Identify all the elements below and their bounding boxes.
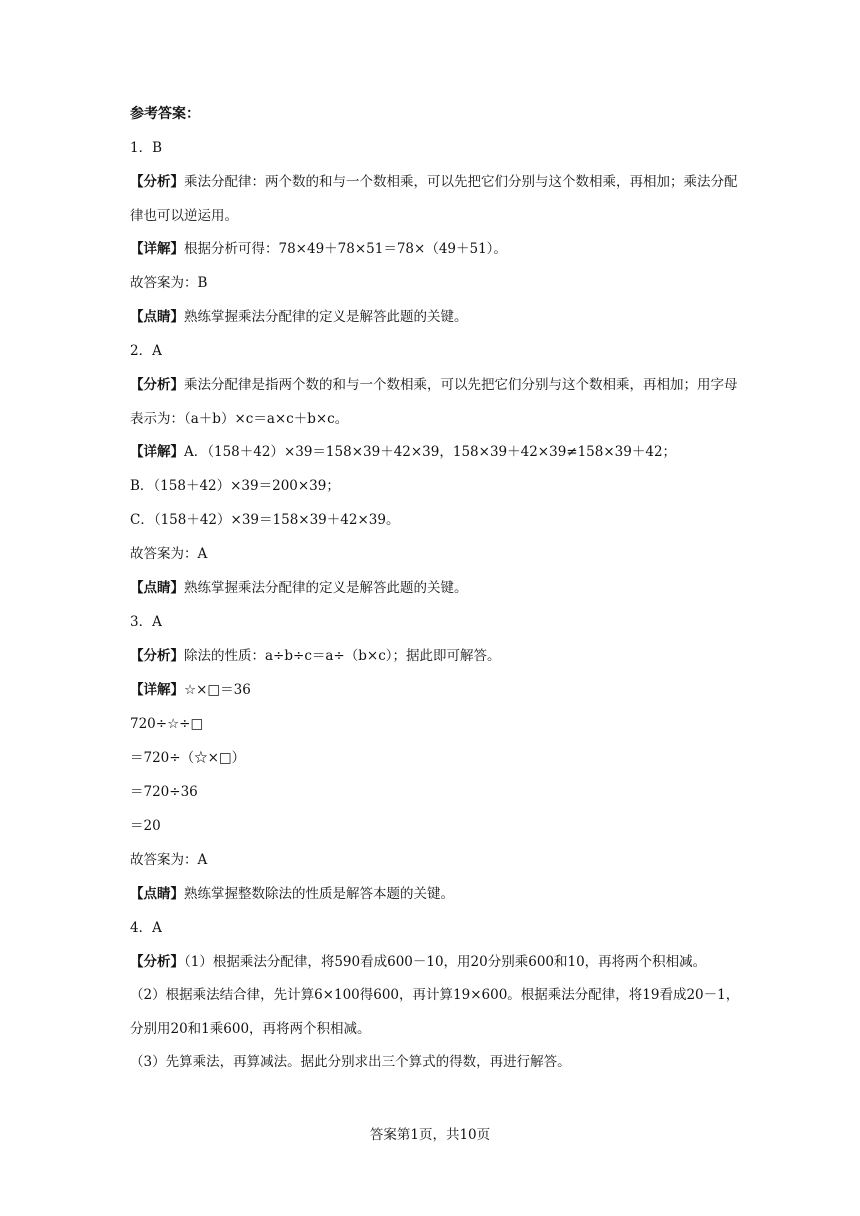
q3-conclusion: 故答案为：A	[130, 852, 208, 868]
q1-conclusion: 故答案为：B	[130, 275, 208, 291]
q3-remark-text: 熟练掌握整数除法的性质是解答本题的关键。	[184, 886, 454, 902]
detail-tag: 【详解】	[130, 444, 184, 460]
remark-tag: 【点睛】	[130, 309, 184, 325]
q2-detail	[130, 441, 742, 464]
q3-step-4: ＝20	[130, 818, 161, 834]
q1-analysis-text: 乘法分配律：两个数的和与一个数相乘，可以先把它们分别与这个数相乘，再相加；乘法分配律也可以逆运用。	[130, 174, 738, 224]
q1-analysis	[130, 165, 742, 233]
q4-part-3: （3）先算乘法，再算减法。据此分别求出三个算式的得数，再进行解答。	[130, 1054, 571, 1070]
analysis-tag: 【分析】	[130, 954, 184, 970]
q3-remark	[130, 883, 742, 906]
answer-content	[130, 103, 742, 1085]
answers-heading: 参考答案：	[130, 106, 200, 122]
detail-tag: 【详解】	[130, 682, 184, 698]
q2-remark-text: 熟练掌握乘法分配律的定义是解答此题的关键。	[184, 580, 468, 596]
q4-analysis	[130, 945, 742, 979]
q3-step-1: 720÷☆÷□	[130, 716, 204, 732]
q2-line-c: C．（158＋42）×39＝158×39＋42×39。	[130, 512, 400, 528]
remark-tag: 【点睛】	[130, 886, 184, 902]
q3-analysis-text: 除法的性质：a÷b÷c＝a÷（b×c）；据此即可解答。	[184, 648, 501, 664]
q3-analysis	[130, 645, 742, 668]
q2-number: 2．A	[130, 343, 162, 359]
q2-conclusion: 故答案为：A	[130, 546, 208, 562]
q3-number: 3．A	[130, 614, 162, 630]
q1-remark-text: 熟练掌握乘法分配律的定义是解答此题的关键。	[184, 309, 468, 325]
q2-detail-text: A．（158＋42）×39＝158×39＋42×39，158×39＋42×39≠158×39＋42；	[184, 444, 677, 460]
q4-analysis-text: （1）根据乘法分配律，将590看成600－10，用20分别乘600和10，再将两个积相减。	[184, 954, 707, 970]
page-footer: 答案第1页，共10页	[369, 1127, 491, 1143]
analysis-tag: 【分析】	[130, 377, 184, 393]
remark-tag: 【点睛】	[130, 580, 184, 596]
q1-detail-text: 根据分析可得：78×49＋78×51＝78×（49＋51）。	[184, 241, 507, 257]
q1-number: 1．B	[130, 140, 163, 156]
q2-line-b: B．（158＋42）×39＝200×39；	[130, 478, 340, 494]
q2-analysis-text: 乘法分配律是指两个数的和与一个数相乘，可以先把它们分别与这个数相乘，再相加；用字母表示为：（a＋b）×c＝a×c＋b×c。	[130, 377, 738, 427]
q2-analysis	[130, 368, 742, 436]
q1-detail	[130, 238, 742, 261]
q3-step-3: ＝720÷36	[130, 784, 198, 800]
q4-number: 4．A	[130, 920, 162, 936]
q4-part-2: （2）根据乘法结合律，先计算6×100得600，再计算19×600。根据乘法分配律，将19看成20－1，分别用20和1乘600，再将两个积相减。	[130, 987, 740, 1037]
q2-remark	[130, 577, 742, 600]
analysis-tag: 【分析】	[130, 174, 184, 190]
q3-step-2: ＝720÷（☆×□）	[130, 750, 246, 766]
q3-detail-text: ☆×□＝36	[184, 682, 251, 698]
analysis-tag: 【分析】	[130, 648, 184, 664]
q1-remark	[130, 306, 742, 329]
detail-tag: 【详解】	[130, 241, 184, 257]
q3-detail	[130, 679, 742, 702]
